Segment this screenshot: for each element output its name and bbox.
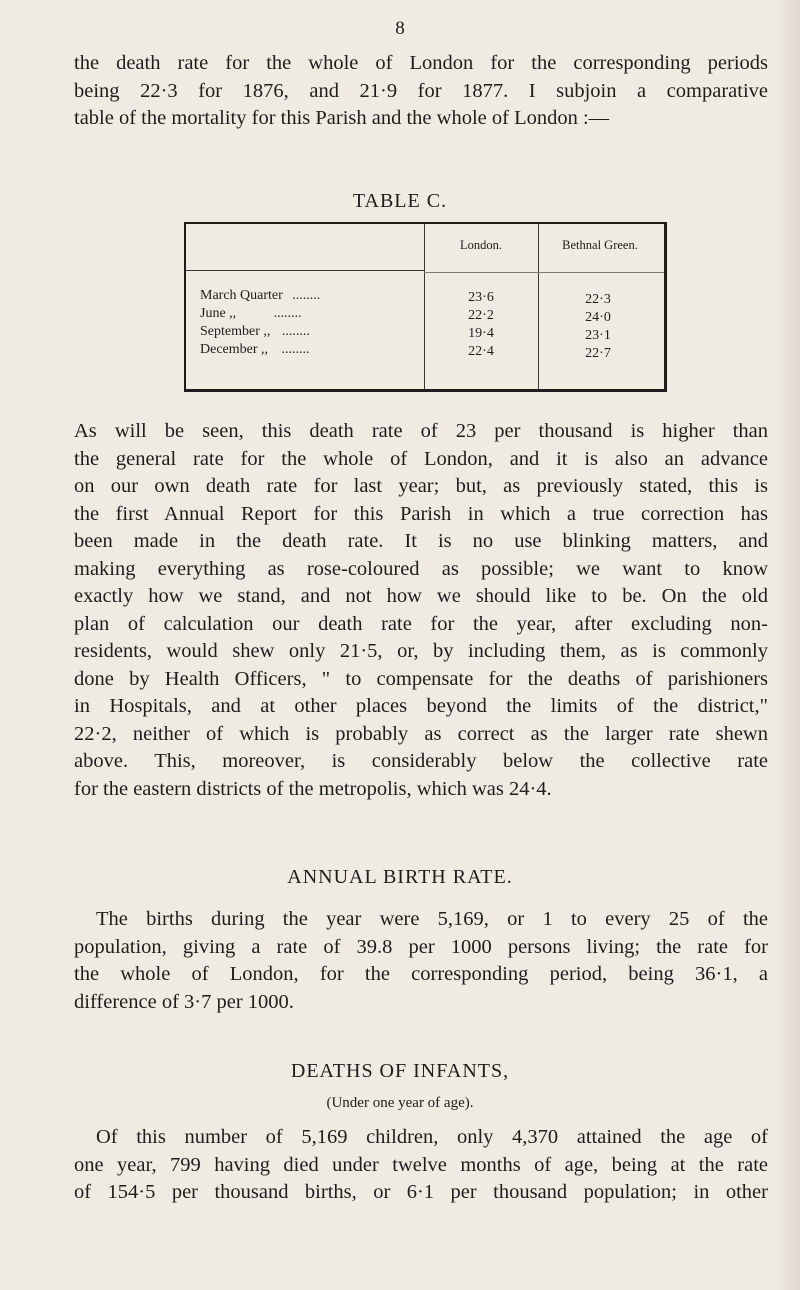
row-label: June ,, [200,306,237,321]
text-line: the general rate for the whole of London, and it is also an advance [74,447,768,470]
cell-bethnal-green: 24·0 [585,310,611,325]
text-line: 22·2, neither of which is probably as correct as the larger rate shewn [74,722,768,745]
header-rule [424,272,664,273]
page-number: 8 [395,18,405,39]
cell-bethnal-green: 22·3 [585,292,611,307]
leader-dots: ........ [281,342,310,357]
table-title: TABLE C. [352,190,448,212]
mortality-table [184,222,667,392]
birth-rate-paragraph [74,906,768,1016]
text-line: above. This, moreover, is considerably below the collective rate [74,750,768,772]
text-line: residents, would shew only 21·5, or, by including them, as is commonly [74,640,768,662]
text-line: done by Health Officers, " to compensate for the deaths of parishioners [74,667,768,690]
text-line: of 154·5 per thousand births, or 6·1 per thousand population; in other [74,1181,768,1203]
text-line: exactly how we stand, and not how we should like to be. On the old [74,585,768,607]
column-header-bethnal-green: Bethnal Green. [562,238,638,252]
text-line: plan of calculation our death rate for the year, after excluding non- [74,612,768,635]
text-line: the death rate for the whole of London for the corresponding periods [74,52,768,74]
text-line: population, giving a rate of 39.8 per 1000 persons living; the rate for [74,935,768,958]
text-line: for the eastern districts of the metropolis, which was 24·4. [74,777,552,800]
text-line: on our own death rate for last year; but, as previously stated, this is [74,475,768,497]
leader-dots: ........ [281,324,310,339]
infant-deaths-subheading: (Under one year of age). [326,1095,474,1111]
text-line: making everything as rose-coloured as possible; we want to know [74,557,768,580]
text-line: difference of 3·7 per 1000. [74,990,294,1013]
text-line: the first Annual Report for this Parish in which a true correction has [74,502,768,525]
text-line: As will be seen, this death rate of 23 per thousand is higher than [74,420,768,442]
text-line: Of this number of 5,169 children, only 4,370 attained the age of [96,1126,768,1148]
column-header-london: London. [459,238,502,252]
text-line: been made in the death rate. It is no use blinking matters, and [74,530,768,552]
cell-london: 22·2 [468,308,494,323]
cell-london: 22·4 [468,344,494,359]
birth-rate-heading: ANNUAL BIRTH RATE. [287,866,513,888]
cell-london: 23·6 [468,290,494,305]
text-line: table of the mortality for this Parish and the whole of London :— [74,107,610,129]
infant-deaths-heading: DEATHS OF INFANTS, [290,1060,510,1082]
text-line: in Hospitals, and at other places beyond the limits of the district," [74,695,768,717]
row-label: December ,, [200,342,269,357]
cell-bethnal-green: 23·1 [585,328,611,343]
intro-paragraph [74,50,768,133]
cell-london: 19·4 [468,326,494,341]
infant-deaths-paragraph [74,1124,768,1207]
text-line: one year, 799 having died under twelve months of age, being at the rate [74,1153,768,1176]
leader-dots: ........ [292,288,321,303]
text-line: The births during the year were 5,169, or 1 to every 25 of the [96,908,768,930]
header-rule [186,270,424,271]
row-label: March Quarter [200,288,283,303]
cell-bethnal-green: 22·7 [585,346,611,361]
leader-dots: ........ [273,306,302,321]
row-label: September ,, [200,324,271,339]
text-line: the whole of London, for the corresponding period, being 36·1, a [74,963,768,985]
body-paragraph [74,418,768,803]
text-line: being 22·3 for 1876, and 21·9 for 1877. I subjoin a comparative [74,79,768,102]
